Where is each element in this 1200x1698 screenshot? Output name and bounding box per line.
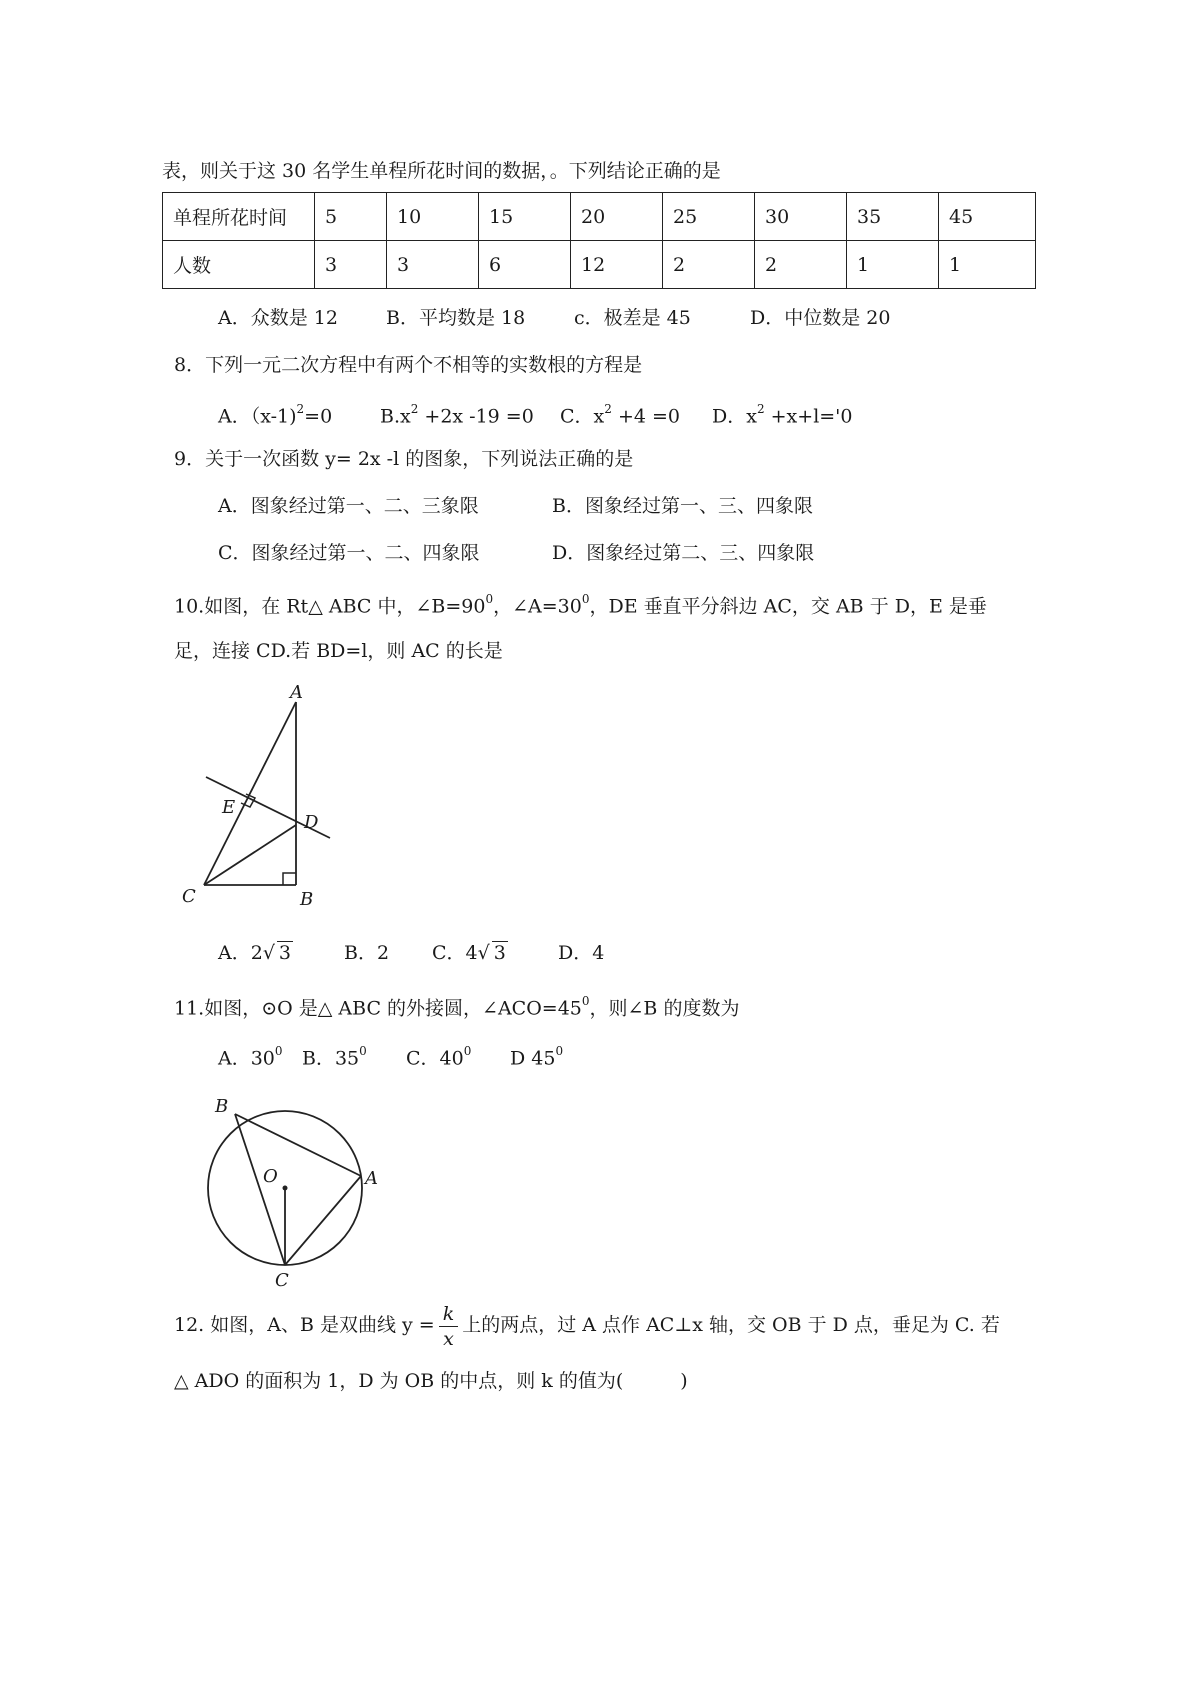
q8-a-exp: 2 — [296, 402, 305, 416]
q11-b-text: B．35 — [302, 1047, 360, 1070]
q9-option-c[interactable]: C．图象经过第一、二、四象限 — [218, 542, 480, 564]
table-cell: 10 — [387, 193, 479, 241]
q7-option-c[interactable]: c．极差是 45 — [574, 307, 691, 329]
table-cell: 30 — [755, 193, 847, 241]
table-row — [163, 193, 1036, 241]
q11-c-exp: 0 — [463, 1044, 472, 1058]
table-cell: 2 — [663, 241, 755, 289]
label-b: B — [215, 1096, 229, 1117]
q10-option-b[interactable]: B．2 — [344, 942, 390, 964]
q8-option-b[interactable] — [380, 398, 560, 429]
q12-stem-line1 — [174, 1300, 1000, 1351]
q10-c-radicand: 3 — [493, 942, 506, 964]
q8-option-a[interactable] — [218, 398, 380, 429]
q12-stem-part2: 上的两点，过 A 点作 AC⊥x 轴，交 OB 于 D 点，垂足为 C. 若 — [462, 1314, 1000, 1336]
q7-intro: 表，则关于这 30 名学生单程所花时间的数据，。下列结论正确的是 — [162, 160, 721, 182]
q9-option-a[interactable]: A．图象经过第一、二、三象限 — [218, 495, 479, 517]
table-header-count: 人数 — [163, 241, 315, 289]
q11-circle-figure — [195, 1090, 395, 1290]
table-cell: 1 — [847, 241, 939, 289]
q10-a-text: A．2 — [218, 942, 263, 964]
label-c: C — [275, 1270, 289, 1290]
q11-options — [218, 1040, 563, 1071]
segment-ac — [285, 1176, 361, 1265]
label-c: C — [182, 886, 196, 907]
q11-stem — [174, 990, 739, 1021]
q8-c-rest: +4 =0 — [611, 405, 681, 428]
q8-c-text: C．x — [560, 405, 605, 428]
time-count-table — [162, 192, 1036, 289]
q10-exp-a: 0 — [581, 592, 590, 606]
q12-stem-line2: △ ADO 的面积为 1，D 为 OB 的中点，则 k 的值为( ) — [174, 1370, 688, 1392]
q10-stem-part2: ，∠A=30 — [493, 595, 582, 618]
q8-b-exp: 2 — [410, 402, 419, 416]
table-cell: 25 — [663, 193, 755, 241]
table-cell: 15 — [479, 193, 571, 241]
q11-c-text: C．40 — [406, 1047, 464, 1070]
q7-option-d[interactable]: D．中位数是 20 — [750, 307, 891, 329]
sqrt-icon: √ — [477, 942, 490, 964]
table-cell: 2 — [755, 241, 847, 289]
q11-exp: 0 — [581, 994, 590, 1008]
q8-a-rest: =0 — [304, 405, 333, 428]
q11-d-text: D 45 — [510, 1047, 556, 1070]
q11-stem-part1: 11.如图，⊙O 是△ ABC 的外接圆，∠ACO=45 — [174, 997, 582, 1020]
q11-option-c[interactable] — [406, 1040, 510, 1071]
label-a: A — [365, 1168, 378, 1189]
q7-options — [218, 305, 890, 331]
table-cell: 5 — [315, 193, 387, 241]
right-angle-mark-b — [283, 873, 296, 885]
q10-c-text: C．4 — [432, 942, 478, 964]
fraction-numerator: k — [439, 1302, 459, 1327]
q7-option-b[interactable]: B．平均数是 18 — [386, 307, 526, 329]
label-d: D — [304, 812, 319, 833]
center-point — [283, 1186, 288, 1191]
q8-b-text: B.x — [380, 405, 411, 428]
fraction-k-over-x — [439, 1302, 459, 1351]
q10-option-a[interactable] — [218, 940, 344, 966]
q9-options-row1 — [218, 493, 813, 519]
q9-stem: 9．关于一次函数 y= 2x -l 的图象，下列说法正确的是 — [174, 448, 634, 470]
q10-triangle-figure — [170, 680, 350, 910]
q8-a-text: A．（x-1) — [218, 405, 297, 428]
q10-exp-b: 0 — [485, 592, 494, 606]
segment-cd — [204, 825, 296, 885]
q11-stem-part2: ，则∠B 的度数为 — [589, 997, 740, 1020]
q11-d-exp: 0 — [555, 1044, 564, 1058]
q10-options — [218, 940, 604, 966]
segment-ac — [204, 702, 296, 885]
label-b: B — [300, 889, 314, 910]
q8-c-exp: 2 — [604, 402, 612, 416]
q11-a-text: A．30 — [218, 1047, 275, 1070]
sqrt-icon: √ — [262, 942, 275, 964]
q11-a-exp: 0 — [274, 1044, 283, 1058]
table-header-time: 单程所花时间 — [163, 193, 315, 241]
q8-option-c[interactable] — [560, 398, 712, 429]
q9-option-b[interactable]: B．图象经过第一、三、四象限 — [552, 495, 813, 517]
label-e: E — [222, 797, 236, 818]
q9-options-row2 — [218, 540, 814, 566]
q7-option-a[interactable]: A．众数是 12 — [218, 307, 338, 329]
table-cell: 45 — [939, 193, 1036, 241]
q8-d-exp: 2 — [756, 402, 765, 416]
q10-stem-part3: ，DE 垂直平分斜边 AC，交 AB 于 D，E 是垂 — [589, 595, 987, 618]
q8-d-text: D．x — [712, 405, 757, 428]
table-cell: 12 — [571, 241, 663, 289]
table-cell: 6 — [479, 241, 571, 289]
table-cell: 1 — [939, 241, 1036, 289]
q8-b-rest: +2x -19 =0 — [418, 405, 534, 428]
q10-stem-line1 — [174, 588, 987, 619]
q8-option-d[interactable] — [712, 398, 853, 429]
q10-stem-part1: 10.如图，在 Rt△ ABC 中，∠B=90 — [174, 595, 486, 618]
q10-option-d[interactable]: D．4 — [558, 942, 605, 964]
q12-stem-part1: 12. 如图，A、B 是双曲线 y = — [174, 1314, 435, 1336]
table-row — [163, 241, 1036, 289]
table-cell: 20 — [571, 193, 663, 241]
q9-option-d[interactable]: D．图象经过第二、三、四象限 — [552, 542, 815, 564]
label-o: O — [263, 1166, 278, 1187]
segment-bc — [235, 1114, 285, 1265]
q8-stem: 8．下列一元二次方程中有两个不相等的实数根的方程是 — [174, 354, 643, 376]
q8-options — [218, 398, 853, 429]
label-a: A — [290, 682, 303, 703]
table-cell: 3 — [315, 241, 387, 289]
table-cell: 35 — [847, 193, 939, 241]
fraction-denominator: x — [443, 1327, 454, 1350]
table-cell: 3 — [387, 241, 479, 289]
q11-option-a[interactable] — [218, 1040, 302, 1071]
q11-b-exp: 0 — [359, 1044, 367, 1058]
segment-ba — [235, 1114, 361, 1176]
q11-option-d[interactable] — [510, 1040, 563, 1071]
q11-option-b[interactable] — [302, 1040, 406, 1071]
q10-option-c[interactable] — [432, 940, 558, 966]
q10-stem-line2: 足，连接 CD.若 BD=l，则 AC 的长是 — [174, 640, 503, 662]
q8-d-rest: +x+l='0 — [764, 405, 853, 428]
q10-a-radicand: 3 — [278, 942, 292, 964]
